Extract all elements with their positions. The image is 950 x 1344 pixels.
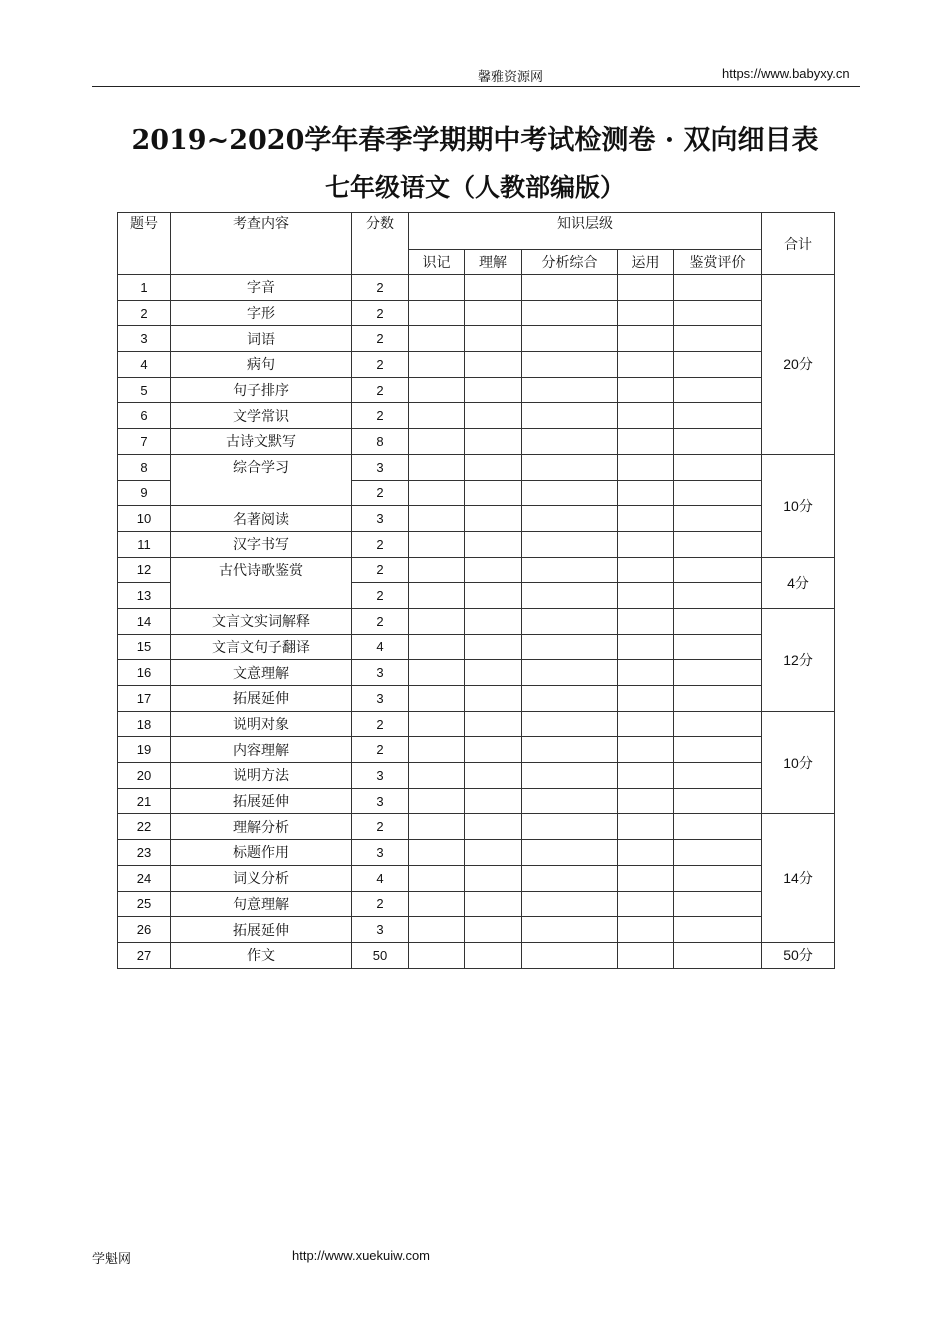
level-cell-understand <box>465 480 522 506</box>
level-cell-understand <box>465 454 522 480</box>
question-content: 文意理解 <box>171 660 352 686</box>
level-cell-understand <box>465 634 522 660</box>
question-number: 18 <box>118 711 171 737</box>
level-cell-apply <box>618 711 674 737</box>
level-cell-analyze <box>522 660 618 686</box>
question-content: 名著阅读 <box>171 506 352 532</box>
level-cell-memorize <box>409 403 465 429</box>
question-content: 文言文实词解释 <box>171 608 352 634</box>
level-cell-apply <box>618 454 674 480</box>
level-cell-understand <box>465 326 522 352</box>
footer-url: http://www.xuekuiw.com <box>292 1248 430 1263</box>
table-row <box>118 865 835 891</box>
question-score: 2 <box>352 608 409 634</box>
section-total: 14分 <box>762 814 835 942</box>
level-cell-analyze <box>522 634 618 660</box>
level-cell-memorize <box>409 557 465 583</box>
level-cell-appreciate <box>674 454 762 480</box>
question-number: 16 <box>118 660 171 686</box>
level-cell-appreciate <box>674 429 762 455</box>
question-number: 19 <box>118 737 171 763</box>
question-number: 7 <box>118 429 171 455</box>
level-cell-analyze <box>522 840 618 866</box>
question-score: 2 <box>352 300 409 326</box>
level-cell-analyze <box>522 531 618 557</box>
level-cell-analyze <box>522 326 618 352</box>
level-cell-understand <box>465 917 522 943</box>
level-cell-analyze <box>522 377 618 403</box>
level-cell-appreciate <box>674 840 762 866</box>
table-row <box>118 377 835 403</box>
table-row <box>118 634 835 660</box>
table-row <box>118 300 835 326</box>
level-cell-memorize <box>409 814 465 840</box>
section-total: 4分 <box>762 557 835 608</box>
level-cell-apply <box>618 352 674 378</box>
question-number: 8 <box>118 454 171 480</box>
question-number: 10 <box>118 506 171 532</box>
level-cell-apply <box>618 326 674 352</box>
level-cell-appreciate <box>674 891 762 917</box>
document-subtitle: 七年级语文（人教部编版） <box>324 173 625 202</box>
level-cell-apply <box>618 686 674 712</box>
level-cell-analyze <box>522 300 618 326</box>
level-cell-memorize <box>409 377 465 403</box>
level-cell-apply <box>618 763 674 789</box>
question-score: 2 <box>352 275 409 301</box>
table-row <box>118 942 835 968</box>
question-content: 病句 <box>171 352 352 378</box>
question-score: 2 <box>352 326 409 352</box>
level-cell-analyze <box>522 403 618 429</box>
level-cell-memorize <box>409 583 465 609</box>
table-row <box>118 737 835 763</box>
level-cell-analyze <box>522 608 618 634</box>
question-number: 9 <box>118 480 171 506</box>
question-number: 25 <box>118 891 171 917</box>
question-score: 8 <box>352 429 409 455</box>
question-content: 说明方法 <box>171 763 352 789</box>
table-row <box>118 711 835 737</box>
question-number: 17 <box>118 686 171 712</box>
level-cell-analyze <box>522 352 618 378</box>
level-cell-apply <box>618 942 674 968</box>
level-cell-analyze <box>522 454 618 480</box>
header-question-no: 题号 <box>118 213 171 275</box>
question-score: 4 <box>352 865 409 891</box>
level-cell-understand <box>465 429 522 455</box>
question-score: 3 <box>352 454 409 480</box>
table-row <box>118 326 835 352</box>
level-cell-appreciate <box>674 326 762 352</box>
question-score: 2 <box>352 814 409 840</box>
question-score: 2 <box>352 352 409 378</box>
level-cell-understand <box>465 711 522 737</box>
table-row <box>118 763 835 789</box>
level-cell-appreciate <box>674 480 762 506</box>
level-cell-apply <box>618 506 674 532</box>
question-number: 22 <box>118 814 171 840</box>
level-cell-apply <box>618 608 674 634</box>
level-cell-apply <box>618 377 674 403</box>
question-number: 23 <box>118 840 171 866</box>
question-content: 综合学习 <box>171 454 352 505</box>
question-content: 拓展延伸 <box>171 686 352 712</box>
level-cell-appreciate <box>674 608 762 634</box>
level-cell-analyze <box>522 814 618 840</box>
document-title: 2019~2020学年春季学期期中考试检测卷 · 双向细目表 <box>131 125 819 156</box>
level-cell-analyze <box>522 583 618 609</box>
level-cell-appreciate <box>674 300 762 326</box>
question-number: 2 <box>118 300 171 326</box>
table-row <box>118 891 835 917</box>
level-cell-analyze <box>522 737 618 763</box>
header-level-analyze: 分析综合 <box>522 250 618 275</box>
level-cell-appreciate <box>674 634 762 660</box>
header-score: 分数 <box>352 213 409 275</box>
question-content: 句子排序 <box>171 377 352 403</box>
level-cell-appreciate <box>674 814 762 840</box>
question-content: 字音 <box>171 275 352 301</box>
level-cell-understand <box>465 608 522 634</box>
question-score: 2 <box>352 583 409 609</box>
question-score: 3 <box>352 686 409 712</box>
header-level-appreciate: 鉴赏评价 <box>674 250 762 275</box>
table-row <box>118 557 835 583</box>
level-cell-apply <box>618 865 674 891</box>
question-score: 2 <box>352 557 409 583</box>
question-number: 5 <box>118 377 171 403</box>
header-total: 合计 <box>762 213 835 275</box>
level-cell-appreciate <box>674 377 762 403</box>
level-cell-apply <box>618 634 674 660</box>
level-cell-memorize <box>409 865 465 891</box>
question-content: 古代诗歌鉴赏 <box>171 557 352 608</box>
level-cell-analyze <box>522 891 618 917</box>
level-cell-understand <box>465 686 522 712</box>
level-cell-appreciate <box>674 942 762 968</box>
level-cell-memorize <box>409 763 465 789</box>
level-cell-appreciate <box>674 403 762 429</box>
level-cell-memorize <box>409 608 465 634</box>
level-cell-memorize <box>409 634 465 660</box>
level-cell-memorize <box>409 275 465 301</box>
level-cell-understand <box>465 506 522 532</box>
question-score: 2 <box>352 480 409 506</box>
question-score: 3 <box>352 840 409 866</box>
level-cell-appreciate <box>674 711 762 737</box>
level-cell-appreciate <box>674 763 762 789</box>
question-number: 24 <box>118 865 171 891</box>
question-content: 作文 <box>171 942 352 968</box>
level-cell-appreciate <box>674 917 762 943</box>
question-score: 3 <box>352 788 409 814</box>
table-row <box>118 608 835 634</box>
level-cell-analyze <box>522 480 618 506</box>
table-row <box>118 403 835 429</box>
level-cell-memorize <box>409 326 465 352</box>
level-cell-apply <box>618 429 674 455</box>
level-cell-apply <box>618 583 674 609</box>
question-content: 理解分析 <box>171 814 352 840</box>
level-cell-apply <box>618 788 674 814</box>
question-content: 字形 <box>171 300 352 326</box>
level-cell-appreciate <box>674 660 762 686</box>
table-row <box>118 506 835 532</box>
table-row <box>118 352 835 378</box>
table-row <box>118 454 835 480</box>
question-score: 50 <box>352 942 409 968</box>
question-score: 2 <box>352 377 409 403</box>
level-cell-memorize <box>409 660 465 686</box>
question-number: 12 <box>118 557 171 583</box>
level-cell-apply <box>618 891 674 917</box>
question-content: 拓展延伸 <box>171 788 352 814</box>
header-content: 考查内容 <box>171 213 352 275</box>
level-cell-memorize <box>409 917 465 943</box>
level-cell-memorize <box>409 429 465 455</box>
level-cell-apply <box>618 814 674 840</box>
question-score: 4 <box>352 634 409 660</box>
question-score: 2 <box>352 403 409 429</box>
level-cell-understand <box>465 352 522 378</box>
question-content: 文学常识 <box>171 403 352 429</box>
question-content: 古诗文默写 <box>171 429 352 455</box>
level-cell-appreciate <box>674 352 762 378</box>
level-cell-memorize <box>409 480 465 506</box>
question-score: 3 <box>352 763 409 789</box>
level-cell-apply <box>618 480 674 506</box>
footer-site-name: 学魁网 <box>92 1252 132 1267</box>
level-cell-understand <box>465 531 522 557</box>
question-score: 2 <box>352 737 409 763</box>
level-cell-memorize <box>409 686 465 712</box>
level-cell-appreciate <box>674 531 762 557</box>
level-cell-understand <box>465 891 522 917</box>
question-number: 11 <box>118 531 171 557</box>
question-content: 说明对象 <box>171 711 352 737</box>
header-level-understand: 理解 <box>465 250 522 275</box>
level-cell-appreciate <box>674 506 762 532</box>
level-cell-analyze <box>522 429 618 455</box>
table-row <box>118 429 835 455</box>
level-cell-memorize <box>409 840 465 866</box>
level-cell-analyze <box>522 275 618 301</box>
table-row <box>118 660 835 686</box>
level-cell-understand <box>465 942 522 968</box>
level-cell-apply <box>618 660 674 686</box>
level-cell-memorize <box>409 352 465 378</box>
table-body <box>118 275 835 969</box>
level-cell-memorize <box>409 942 465 968</box>
question-number: 15 <box>118 634 171 660</box>
specification-table <box>117 212 835 969</box>
level-cell-understand <box>465 557 522 583</box>
level-cell-analyze <box>522 763 618 789</box>
question-number: 6 <box>118 403 171 429</box>
level-cell-apply <box>618 275 674 301</box>
level-cell-understand <box>465 788 522 814</box>
level-cell-appreciate <box>674 686 762 712</box>
level-cell-analyze <box>522 865 618 891</box>
section-total: 12分 <box>762 608 835 711</box>
header-divider <box>92 86 860 87</box>
level-cell-apply <box>618 737 674 763</box>
question-content: 词语 <box>171 326 352 352</box>
level-cell-understand <box>465 865 522 891</box>
section-total: 10分 <box>762 711 835 814</box>
level-cell-analyze <box>522 711 618 737</box>
question-number: 13 <box>118 583 171 609</box>
section-total: 50分 <box>762 942 835 968</box>
level-cell-memorize <box>409 737 465 763</box>
question-content: 拓展延伸 <box>171 917 352 943</box>
level-cell-understand <box>465 403 522 429</box>
header-knowledge-level: 知识层级 <box>409 213 762 250</box>
level-cell-appreciate <box>674 583 762 609</box>
question-number: 26 <box>118 917 171 943</box>
table-row <box>118 814 835 840</box>
question-content: 标题作用 <box>171 840 352 866</box>
level-cell-understand <box>465 840 522 866</box>
level-cell-apply <box>618 300 674 326</box>
question-score: 3 <box>352 660 409 686</box>
level-cell-analyze <box>522 788 618 814</box>
level-cell-analyze <box>522 942 618 968</box>
question-number: 14 <box>118 608 171 634</box>
question-score: 2 <box>352 531 409 557</box>
table-row <box>118 686 835 712</box>
level-cell-apply <box>618 403 674 429</box>
level-cell-memorize <box>409 891 465 917</box>
level-cell-apply <box>618 840 674 866</box>
table-row <box>118 788 835 814</box>
level-cell-appreciate <box>674 865 762 891</box>
level-cell-memorize <box>409 300 465 326</box>
question-score: 2 <box>352 891 409 917</box>
level-cell-memorize <box>409 788 465 814</box>
level-cell-understand <box>465 583 522 609</box>
level-cell-analyze <box>522 557 618 583</box>
question-score: 2 <box>352 711 409 737</box>
question-score: 3 <box>352 917 409 943</box>
table-row <box>118 531 835 557</box>
question-number: 4 <box>118 352 171 378</box>
level-cell-apply <box>618 917 674 943</box>
level-cell-analyze <box>522 686 618 712</box>
question-content: 内容理解 <box>171 737 352 763</box>
section-total: 10分 <box>762 454 835 557</box>
question-number: 1 <box>118 275 171 301</box>
header-url: https://www.babyxy.cn <box>722 66 850 81</box>
level-cell-memorize <box>409 531 465 557</box>
level-cell-apply <box>618 531 674 557</box>
level-cell-understand <box>465 737 522 763</box>
level-cell-memorize <box>409 454 465 480</box>
level-cell-understand <box>465 300 522 326</box>
question-number: 21 <box>118 788 171 814</box>
question-content: 文言文句子翻译 <box>171 634 352 660</box>
question-number: 20 <box>118 763 171 789</box>
question-content: 汉字书写 <box>171 531 352 557</box>
level-cell-understand <box>465 275 522 301</box>
header-level-apply: 运用 <box>618 250 674 275</box>
section-total: 20分 <box>762 275 835 455</box>
question-score: 3 <box>352 506 409 532</box>
level-cell-appreciate <box>674 275 762 301</box>
question-content: 词义分析 <box>171 865 352 891</box>
level-cell-apply <box>618 557 674 583</box>
level-cell-understand <box>465 377 522 403</box>
question-number: 3 <box>118 326 171 352</box>
level-cell-appreciate <box>674 557 762 583</box>
table-row <box>118 840 835 866</box>
table-row <box>118 275 835 301</box>
header-site-name: 馨雅资源网 <box>478 70 544 85</box>
level-cell-appreciate <box>674 737 762 763</box>
level-cell-understand <box>465 814 522 840</box>
level-cell-understand <box>465 763 522 789</box>
level-cell-analyze <box>522 917 618 943</box>
level-cell-appreciate <box>674 788 762 814</box>
question-number: 27 <box>118 942 171 968</box>
header-level-memorize: 识记 <box>409 250 465 275</box>
question-content: 句意理解 <box>171 891 352 917</box>
level-cell-memorize <box>409 506 465 532</box>
level-cell-memorize <box>409 711 465 737</box>
level-cell-understand <box>465 660 522 686</box>
level-cell-analyze <box>522 506 618 532</box>
table-row <box>118 917 835 943</box>
